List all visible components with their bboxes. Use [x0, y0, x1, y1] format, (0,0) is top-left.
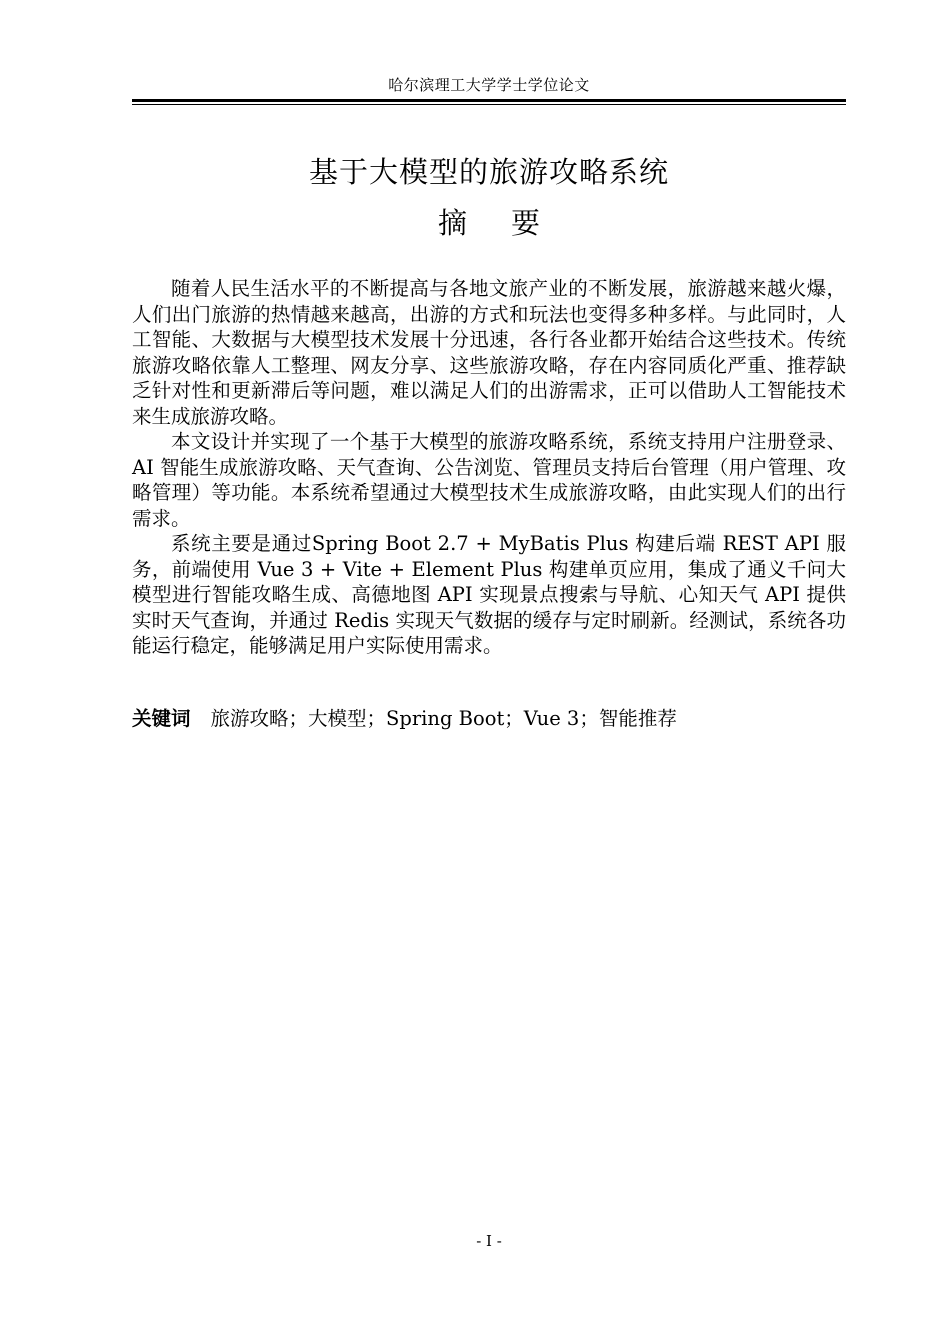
abstract-paragraph-3: 系统主要是通过Spring Boot 2.7 + MyBatis Plus 构建后端 REST API 服务，前端使用 Vue 3 + Vite + Element Plus 构建单页应用，集成了通义千问大模型进行智能攻略生成、高德地图 API 实现景点搜索与导航、心知天气 API 提供实时天气查询，并通过 Redis 实现天气数据的缓存与定时刷新。经测试，系统各功能运行稳定，能够满足用户实际使用需求。: [132, 532, 846, 657]
running-header: 哈尔滨理工大学学士学位论文: [388, 76, 590, 94]
page-number: - I -: [476, 1232, 502, 1250]
abstract-paragraph-2: 本文设计并实现了一个基于大模型的旅游攻略系统，系统支持用户注册登录、AI 智能生成旅游攻略、天气查询、公告浏览、管理员支持后台管理（用户管理、攻略管理）等功能。本系统希望通过大模型技术生成旅游攻略，由此实现人们的出行需求。: [132, 430, 846, 530]
abstract-heading-char-1: 摘: [437, 206, 467, 240]
abstract-heading-char-2: 要: [511, 206, 541, 240]
keywords-line: [132, 706, 846, 732]
header-rule-thin: [132, 104, 846, 105]
abstract-heading: [132, 203, 846, 243]
abstract-body: [132, 276, 846, 659]
document-title: 基于大模型的旅游攻略系统: [308, 155, 669, 189]
abstract-paragraph-1: 随着人民生活水平的不断提高与各地文旅产业的不断发展，旅游越来越火爆，人们出门旅游的热情越来越高，出游的方式和玩法也变得多种多样。与此同时，人工智能、大数据与大模型技术发展十分迅速，各行各业都开始结合这些技术。传统旅游攻略依靠人工整理、网友分享、这些旅游攻略，存在内容同质化严重、推荐缺乏针对性和更新滞后等问题，难以满足人们的出游需求，正可以借助人工智能技术来生成旅游攻略。: [132, 277, 846, 428]
header-rule-thick: [132, 99, 846, 102]
keywords-label: 关键词: [132, 707, 191, 730]
keywords-text: 旅游攻略；大模型；Spring Boot；Vue 3；智能推荐: [210, 707, 677, 730]
